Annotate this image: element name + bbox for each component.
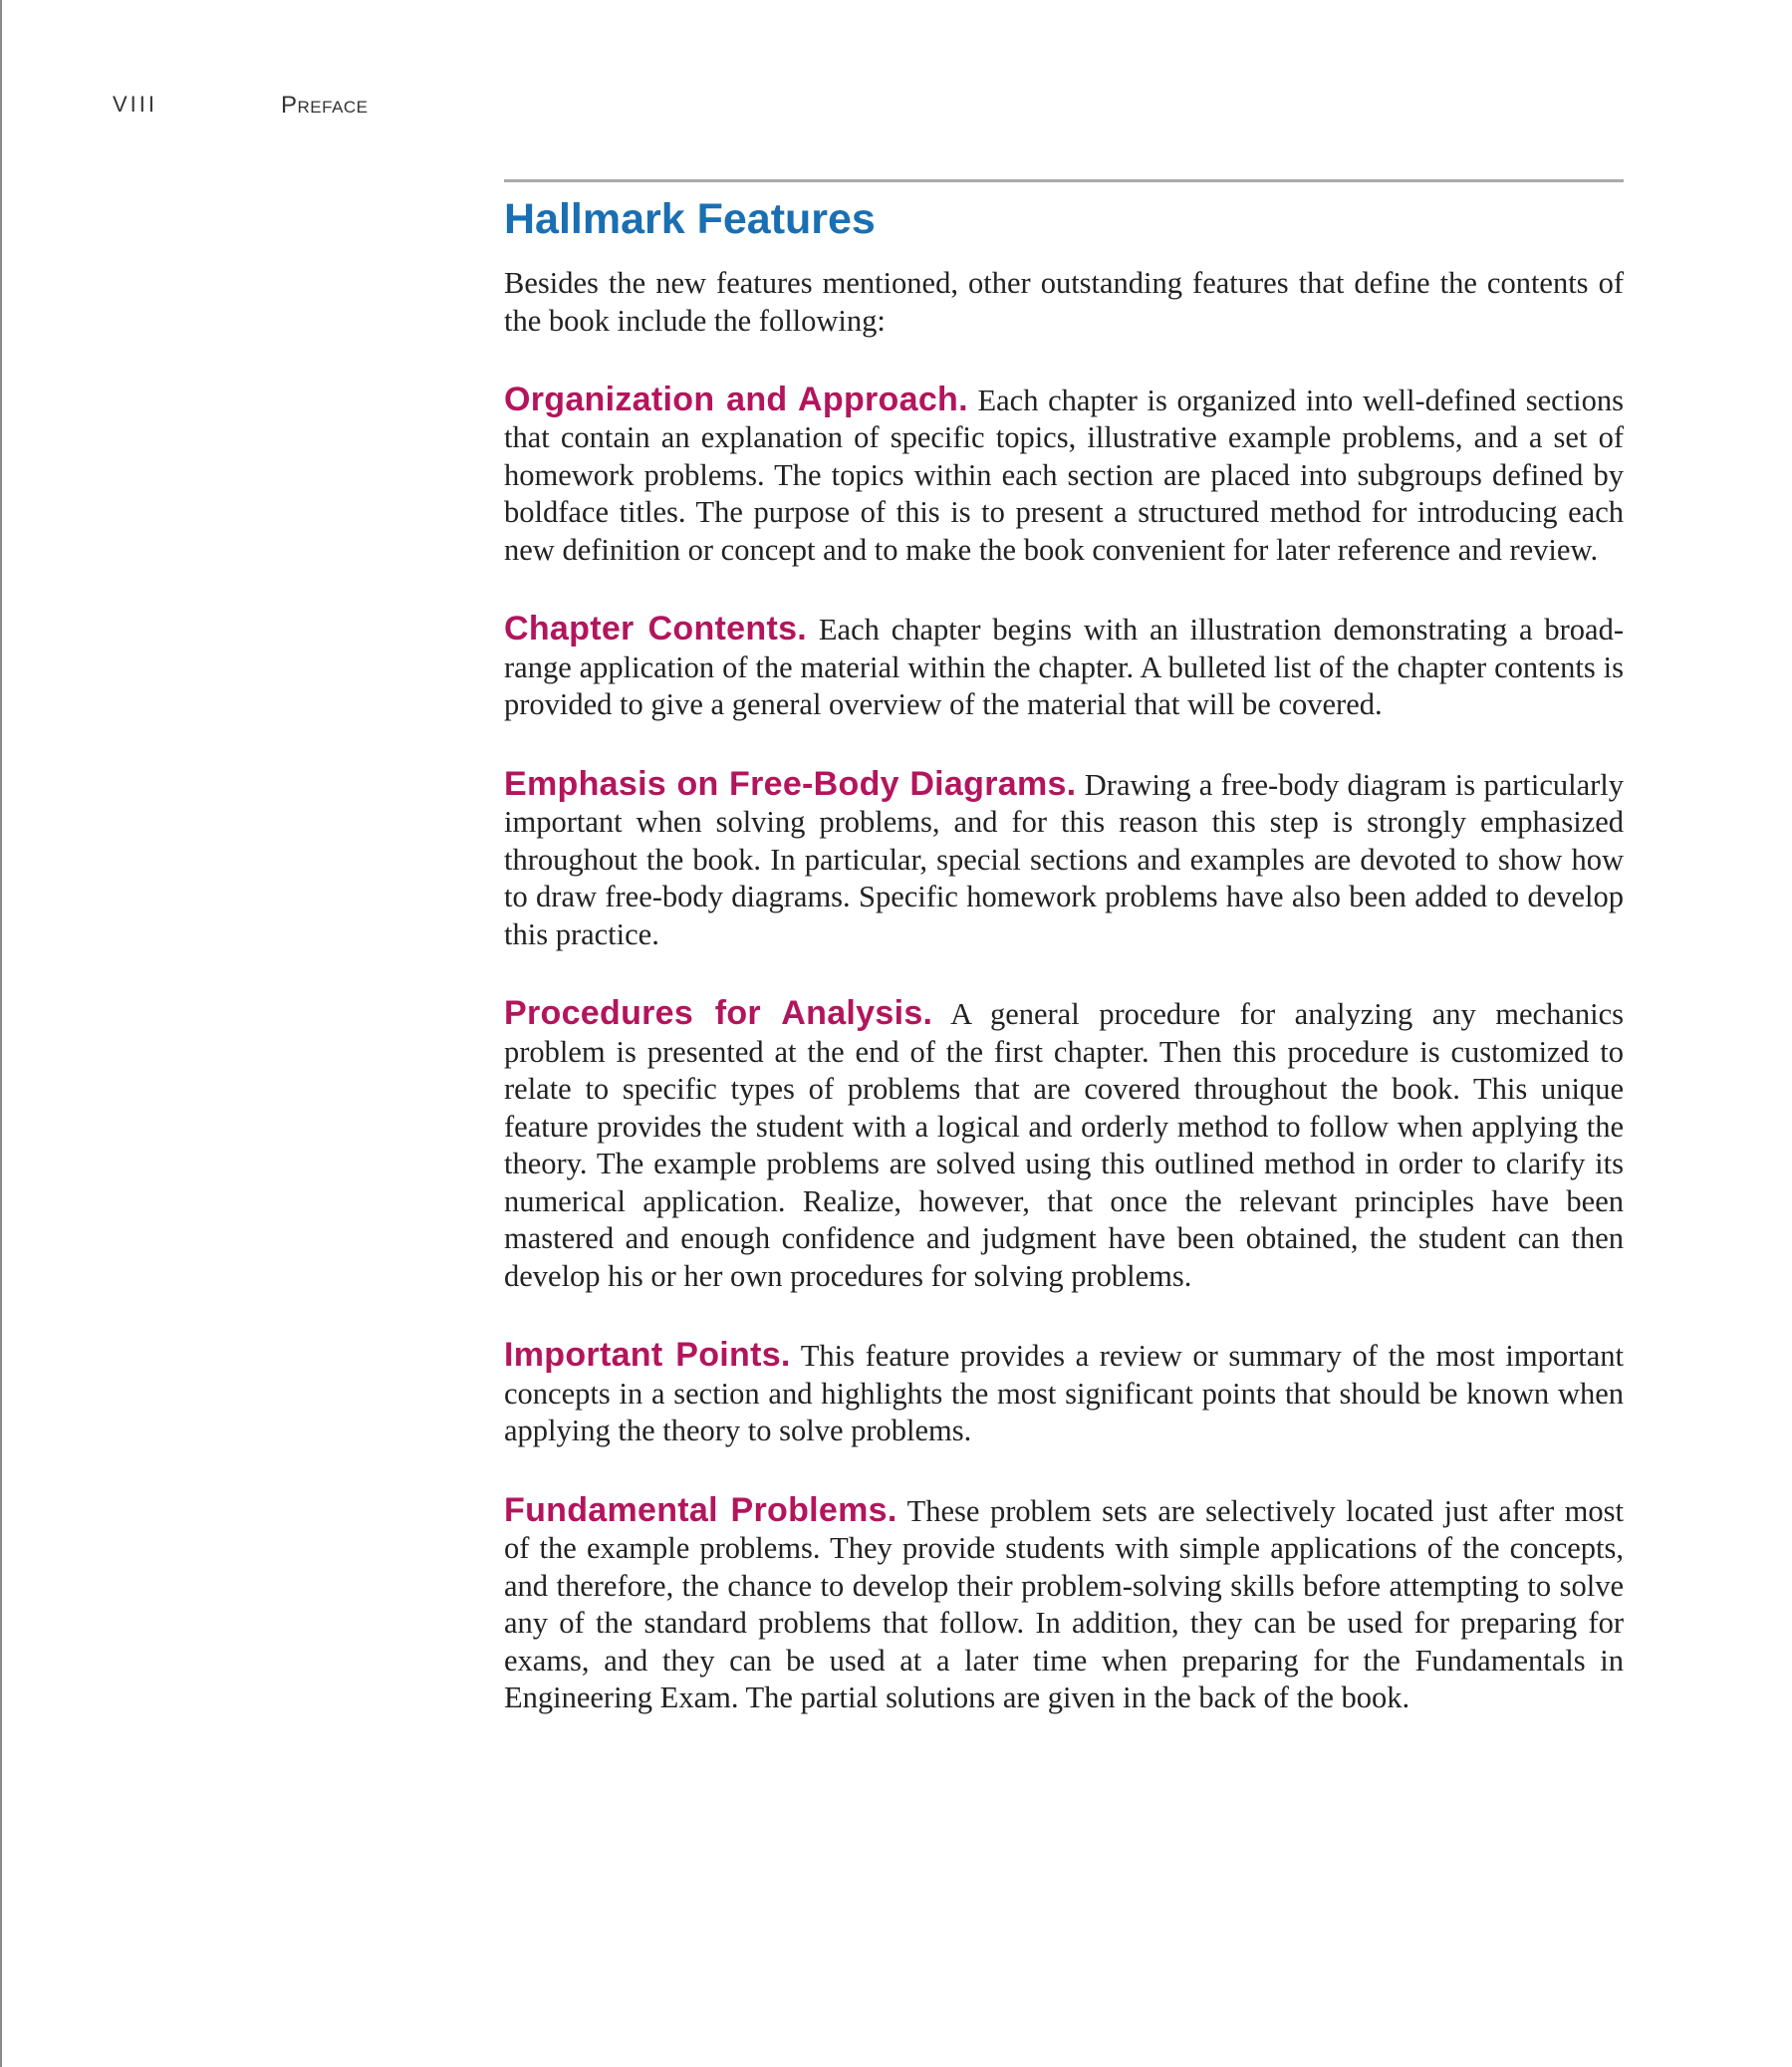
feature-body: A general procedure for analyzing any mechanics problem is presented at the end of the first chapter. Then this procedure is customized to relate to specific types of problems that are covered throughout the book. This unique feature provides the student with a logical and orderly method to follow when applying the theory. The example problems are solved using this outlined method in order to clarify its numerical application. Realize, however, that once the relevant principles have been mastered and enough confidence and judgment have been obtained, the student can then develop his or her own procedures for solving problems. <box>504 997 1624 1293</box>
page-number: VIII <box>113 92 158 117</box>
feature-title: Chapter Contents. <box>504 610 808 648</box>
page-edge <box>0 0 2 2067</box>
running-head <box>0 92 598 128</box>
feature-title: Organization and Approach. <box>504 380 968 418</box>
feature-important-points <box>504 1337 1624 1450</box>
feature-emphasis-on-free-body-diagrams <box>504 766 1624 954</box>
feature-body: Drawing a free-body diagram is particularly important when solving problems, and for this reason this step is strongly emphasized throughout the book. In particular, special sections and examples are devoted to show how to draw free-body diagrams. Specific homework problems have also been added to develop this practice. <box>504 767 1625 951</box>
feature-body: This feature provides a review or summary of the most important concepts in a section and highlights the most significant points that should be known when applying the theory to solve problems. <box>504 1339 1625 1448</box>
feature-chapter-contents <box>504 611 1624 724</box>
section-intro: Besides the new features mentioned, other outstanding features that define the contents of the book include the following: <box>504 265 1624 338</box>
feature-title: Important Points. <box>504 1336 791 1375</box>
feature-procedures-for-analysis <box>504 995 1624 1295</box>
section-rule <box>504 179 1624 182</box>
feature-title: Fundamental Problems. <box>504 1490 897 1529</box>
feature-fundamental-problems <box>504 1492 1624 1717</box>
feature-title: Procedures for Analysis. <box>504 994 933 1033</box>
main-content <box>504 179 1624 1717</box>
running-title: Preface <box>281 92 369 119</box>
feature-title: Emphasis on Free-Body Diagrams. <box>504 764 1077 803</box>
feature-body: Each chapter begins with an illustration demonstrating a broad-range application of the material within the chapter. A bulleted list of the chapter contents is provided to give a general overview of the material that will be covered. <box>504 613 1624 722</box>
feature-organization-and-approach <box>504 382 1624 570</box>
section-title: Hallmark Features <box>504 195 876 243</box>
feature-body: These problem sets are selectively located just after most of the example problems. They provide students with simple applications of the concepts, and therefore, the chance to develop their problem-solving skills before attempting to solve any of the standard problems that follow. In addition, they can be used for preparing for exams, and they can be used at a later time when preparing for the Fundamentals in Engineering Exam. The partial solutions are given in the back of the book. <box>504 1493 1624 1715</box>
feature-body: Each chapter is organized into well-defined sections that contain an explanation of specific topics, illustrative example problems, and a set of homework problems. The topics within each section are placed into subgroups defined by boldface titles. The purpose of this is to present a structured method for introducing each new definition or concept and to make the book convenient for later reference and review. <box>504 383 1624 567</box>
